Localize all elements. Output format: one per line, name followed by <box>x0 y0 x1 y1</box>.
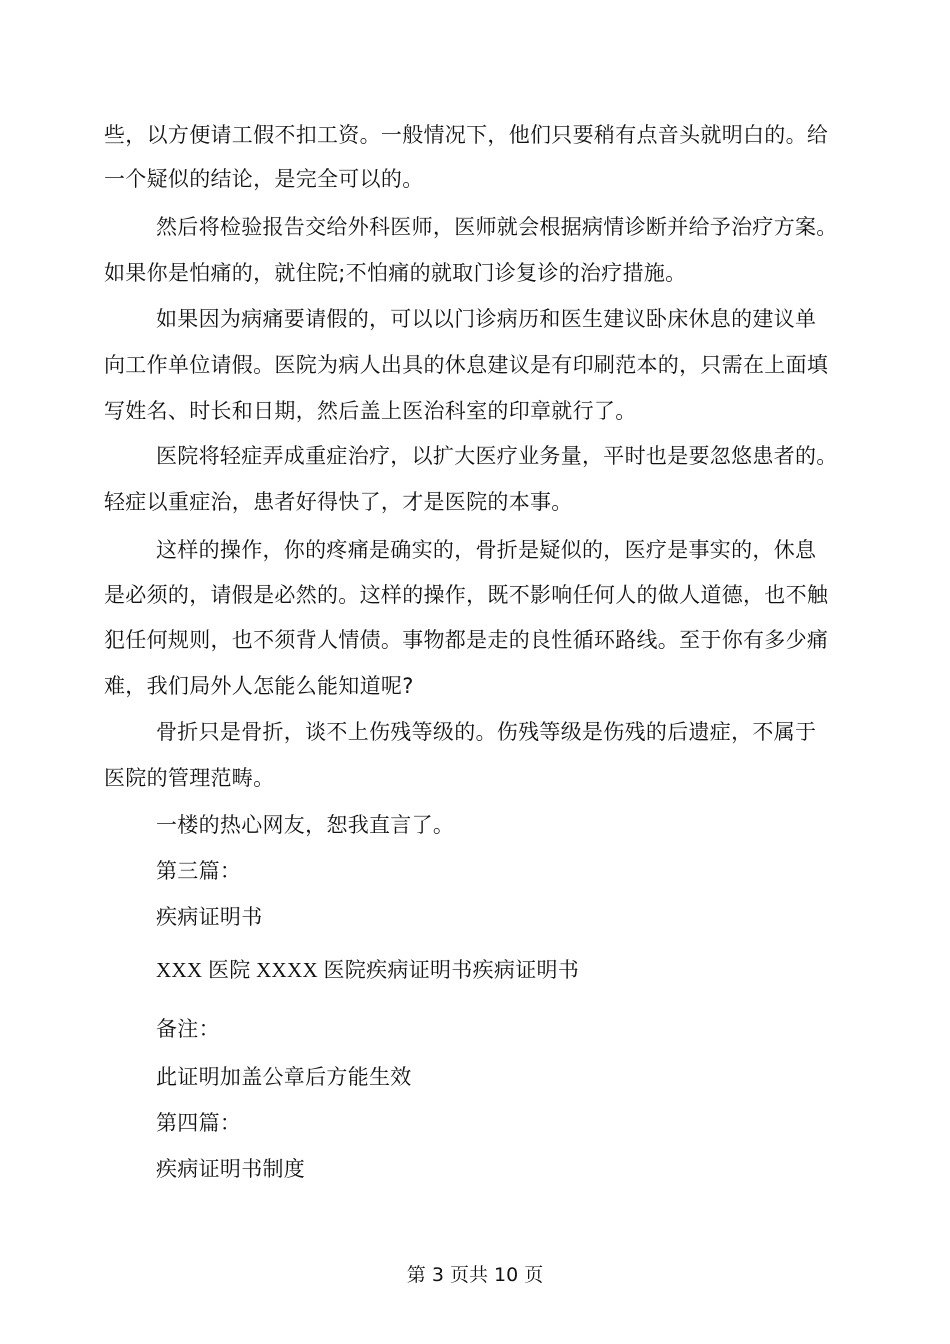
paragraph-line: 医院的管理范畴。 <box>104 766 275 790</box>
paragraph-line: 是必须的，请假是必然的。这样的操作，既不影响任何人的做人道德，也不触 <box>104 583 829 607</box>
section-heading: 第四篇： <box>156 1111 242 1135</box>
paragraph-line: 医院将轻症弄成重症治疗，以扩大医疗业务量，平时也是要忽悠患者的。 <box>156 444 838 468</box>
paragraph-line: 犯任何规则，也不须背人情债。事物都是走的良性循环路线。至于你有多少痛 <box>104 628 829 652</box>
paragraph-line: 些，以方便请工假不扣工资。一般情况下，他们只要稍有点音头就明白的。给 <box>104 123 829 147</box>
section-heading: 第三篇： <box>156 859 242 883</box>
paragraph-line: 骨折只是骨折，谈不上伤残等级的。伤残等级是伤残的后遗症，不属于 <box>156 720 817 744</box>
paragraph-line: 然后将检验报告交给外科医师，医师就会根据病情诊断并给予治疗方案。 <box>156 215 838 239</box>
paragraph-line: 写姓名、时长和日期，然后盖上医治科室的印章就行了。 <box>104 399 637 423</box>
paragraph-line: 如果因为病痛要请假的，可以以门诊病历和医生建议卧床休息的建议单 <box>156 307 817 331</box>
paragraph-line: 难，我们局外人怎能么能知道呢? <box>104 674 414 698</box>
remarks-text: 此证明加盖公章后方能生效 <box>156 1065 412 1089</box>
paragraph-line: 一楼的热心网友，恕我直言了。 <box>156 813 455 837</box>
paragraph-line: 这样的操作，你的疼痛是确实的，骨折是疑似的，医疗是事实的，休息 <box>156 538 817 562</box>
paragraph-line: 向工作单位请假。医院为病人出具的休息建议是有印刷范本的，只需在上面填 <box>104 353 829 377</box>
page-number-footer: 第 3 页共 10 页 <box>406 1264 544 1286</box>
certificate-header-line: XXX 医院 XXXX 医院疾病证明书疾病证明书 <box>156 958 580 982</box>
remarks-label: 备注： <box>156 1017 220 1041</box>
paragraph-line: 轻症以重症治，患者好得快了，才是医院的本事。 <box>104 490 573 514</box>
section-title: 疾病证明书制度 <box>156 1157 306 1181</box>
paragraph-line: 如果你是怕痛的，就住院;不怕痛的就取门诊复诊的治疗措施。 <box>104 261 687 285</box>
paragraph-line: 一个疑似的结论，是完全可以的。 <box>104 167 424 191</box>
certificate-title: 疾病证明书 <box>156 905 263 929</box>
